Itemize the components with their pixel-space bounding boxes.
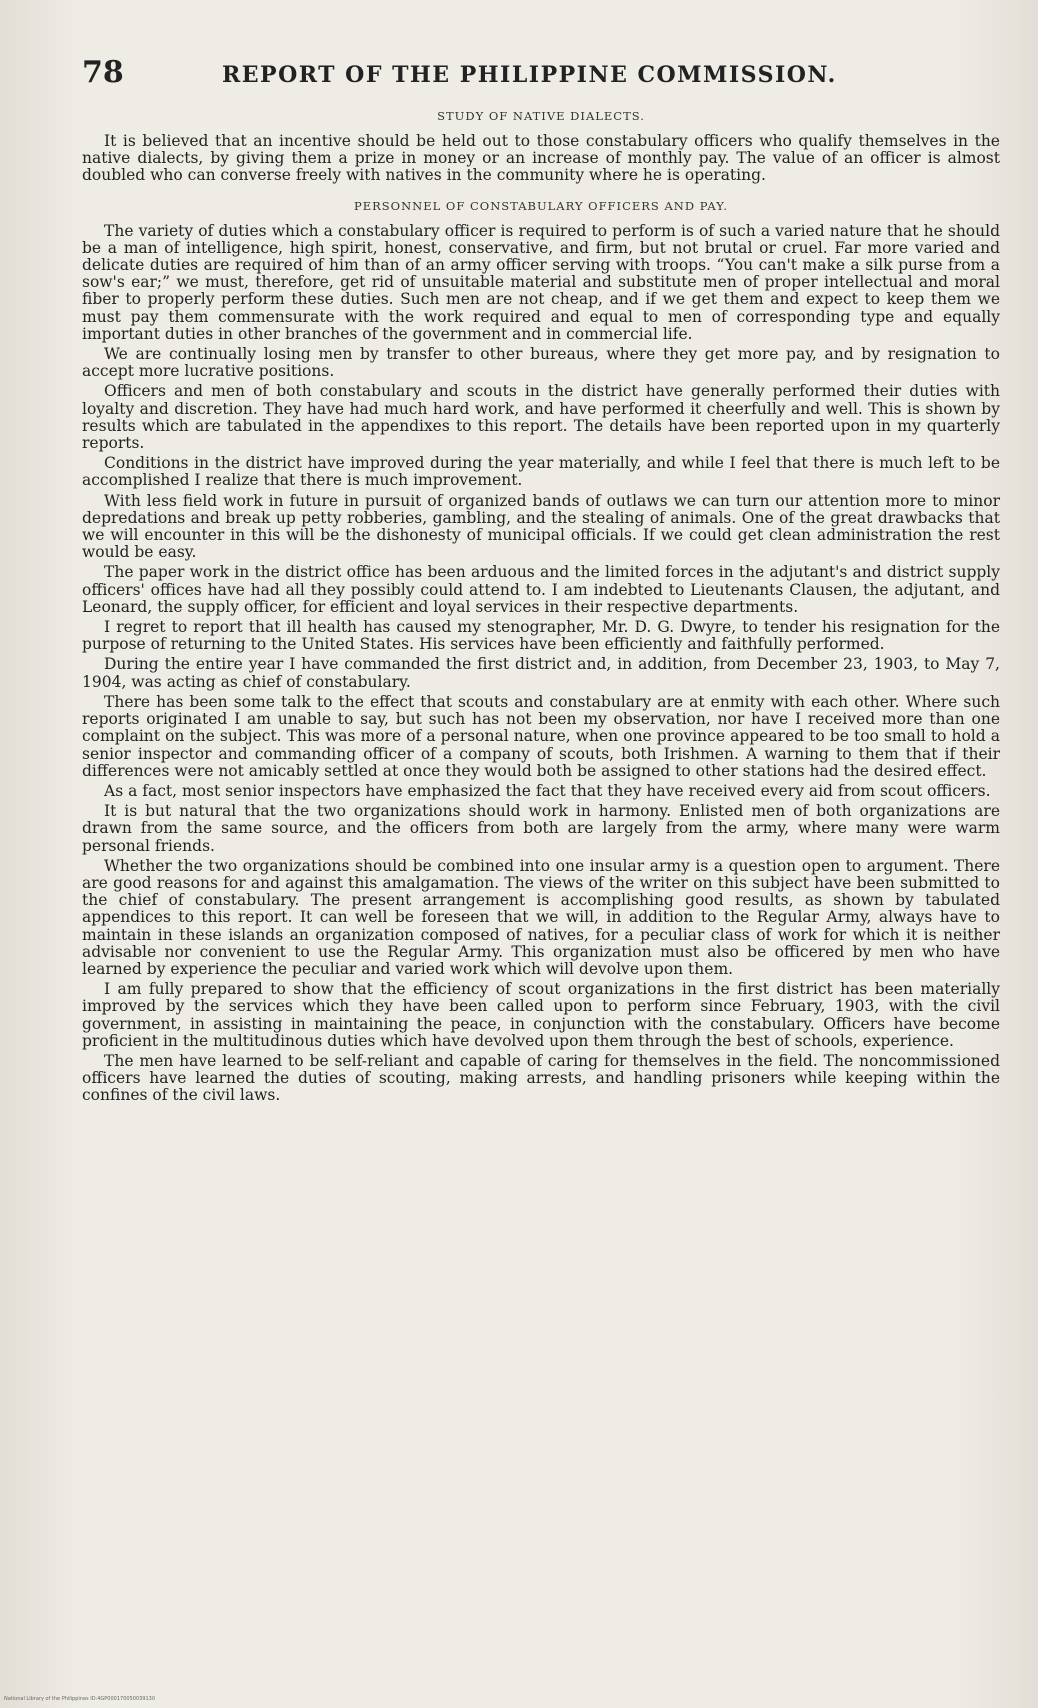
paragraph: It is believed that an incentive should be held out to those constabulary officers who qualify themselves in the native dialects, by giving them a prize in money or an increase of monthly pay. The value of an officer is almost doubled who can converse freely with natives in the community where he is operating. xyxy=(82,132,1000,185)
paragraph: As a fact, most senior inspectors have emphasized the fact that they have received every aid from scout officers. xyxy=(104,781,991,800)
page-number: 78 xyxy=(82,55,124,90)
running-head: REPORT OF THE PHILIPPINE COMMISSION. xyxy=(222,62,837,88)
scan-credit: National Library of the Philippines ID:4GP000170050039130 xyxy=(4,1696,156,1702)
paragraph: Conditions in the district have improved during the year materially, and while I feel that there is much left to be accomplished I realize that there is much improvement. xyxy=(82,454,1000,490)
paragraph: I regret to report that ill health has caused my stenographer, Mr. D. G. Dwyre, to tender his resignation for the purpose of returning to the United States. His services have been efficiently and faithfully performed. xyxy=(82,618,1000,654)
page-content xyxy=(82,55,1000,1108)
paragraph: It is but natural that the two organizations should work in harmony. Enlisted men of both organizations are drawn from the same source, and the officers from both are largely from the army, where many were warm personal friends. xyxy=(82,802,1000,855)
paragraph: There has been some talk to the effect that scouts and constabulary are at enmity with each other. Where such reports originated I am unable to say, but such has not been my observation, nor have I received more than one complaint on the subject. This was more of a personal nature, when one province appeared to be too small to hold a senior inspector and commanding officer of a company of scouts, both Irishmen. A warning to them that if their differences were not amicably settled at once they would both be assigned to other stations had the desired effect. xyxy=(82,692,1000,780)
paragraph: The men have learned to be self-reliant and capable of caring for themselves in the field. The noncommissioned officers have learned the duties of scouting, making arrests, and handling prisoners while keeping within the confines of the civil laws. xyxy=(82,1051,1000,1105)
paragraph: With less field work in future in pursuit of organized bands of outlaws we can turn our attention more to minor depredations and break up petty robberies, gambling, and the stealing of animals. One of the great drawbacks that we will encounter in this will be the dishonesty of municipal officials. If we could get clean administration the rest would be easy. xyxy=(82,491,1000,562)
page-header xyxy=(82,55,1000,95)
paragraph: We are continually losing men by transfer to other bureaus, where they get more pay, and by resignation to accept more lucrative positions. xyxy=(82,345,1000,381)
section-heading-personnel-pay: PERSONNEL OF CONSTABULARY OFFICERS AND PAY. xyxy=(354,198,728,213)
section-heading-native-dialects: STUDY OF NATIVE DIALECTS. xyxy=(437,109,645,123)
paragraph: The variety of duties which a constabulary officer is required to perform is of such a varied nature that he should be a man of intelligence, high spirit, honest, conservative, and firm, but not brutal or cruel. Far more varied and delicate duties are required of him than of an army officer serving with troops. “You can't make a silk purse from a sow's ear;” we must, therefore, get rid of unsuitable material and substitute men of proper intellectual and moral fiber to properly perform these duties. Such men are not cheap, and if we get them and expect to keep them we must pay them commensurate with the work required and equal to men of corresponding type and equally important duties in other branches of the government and in commercial life. xyxy=(82,221,1000,343)
paragraph: Whether the two organizations should be combined into one insular army is a question open to argument. There are good reasons for and against this amalgamation. The views of the writer on this subject have been submitted to the chief of constabulary. The present arrangement is accomplishing good results, as shown by tabulated appendices to this report. It can well be foreseen that we will, in addition to the Regular Army, always have to maintain in these islands an organization composed of natives, for a peculiar class of work for which it is neither advisable nor convenient to use the Regular Army. This organization must also be officered by men who have learned by experience the peculiar and varied work which will devolve upon them. xyxy=(82,856,1000,978)
paragraph: The paper work in the district office has been arduous and the limited forces in the adjutant's and district supply officers' offices have had all they possibly could attend to. I am indebted to Lieutenants Clausen, the adjutant, and Leonard, the supply officer, for efficient and loyal services in their respective departments. xyxy=(82,563,1000,616)
paragraph: I am fully prepared to show that the efficiency of scout organizations in the first district has been materially improved by the services which they have been called upon to perform since February, 1903, with the civil government, in assisting in maintaining the peace, in conjunction with the constabulary. Officers have become proficient in the multitudinous duties which have devolved upon them through the best of schools, experience. xyxy=(82,980,1000,1050)
paragraph: During the entire year I have commanded the first district and, in addition, from December 23, 1903, to May 7, 1904, was acting as chief of constabulary. xyxy=(82,655,1000,691)
paragraph: Officers and men of both constabulary and scouts in the district have generally performed their duties with loyalty and discretion. They have had much hard work, and have performed it cheerfully and well. This is shown by results which are tabulated in the appendixes to this report. The details have been reported upon in my quarterly reports. xyxy=(82,382,1000,453)
